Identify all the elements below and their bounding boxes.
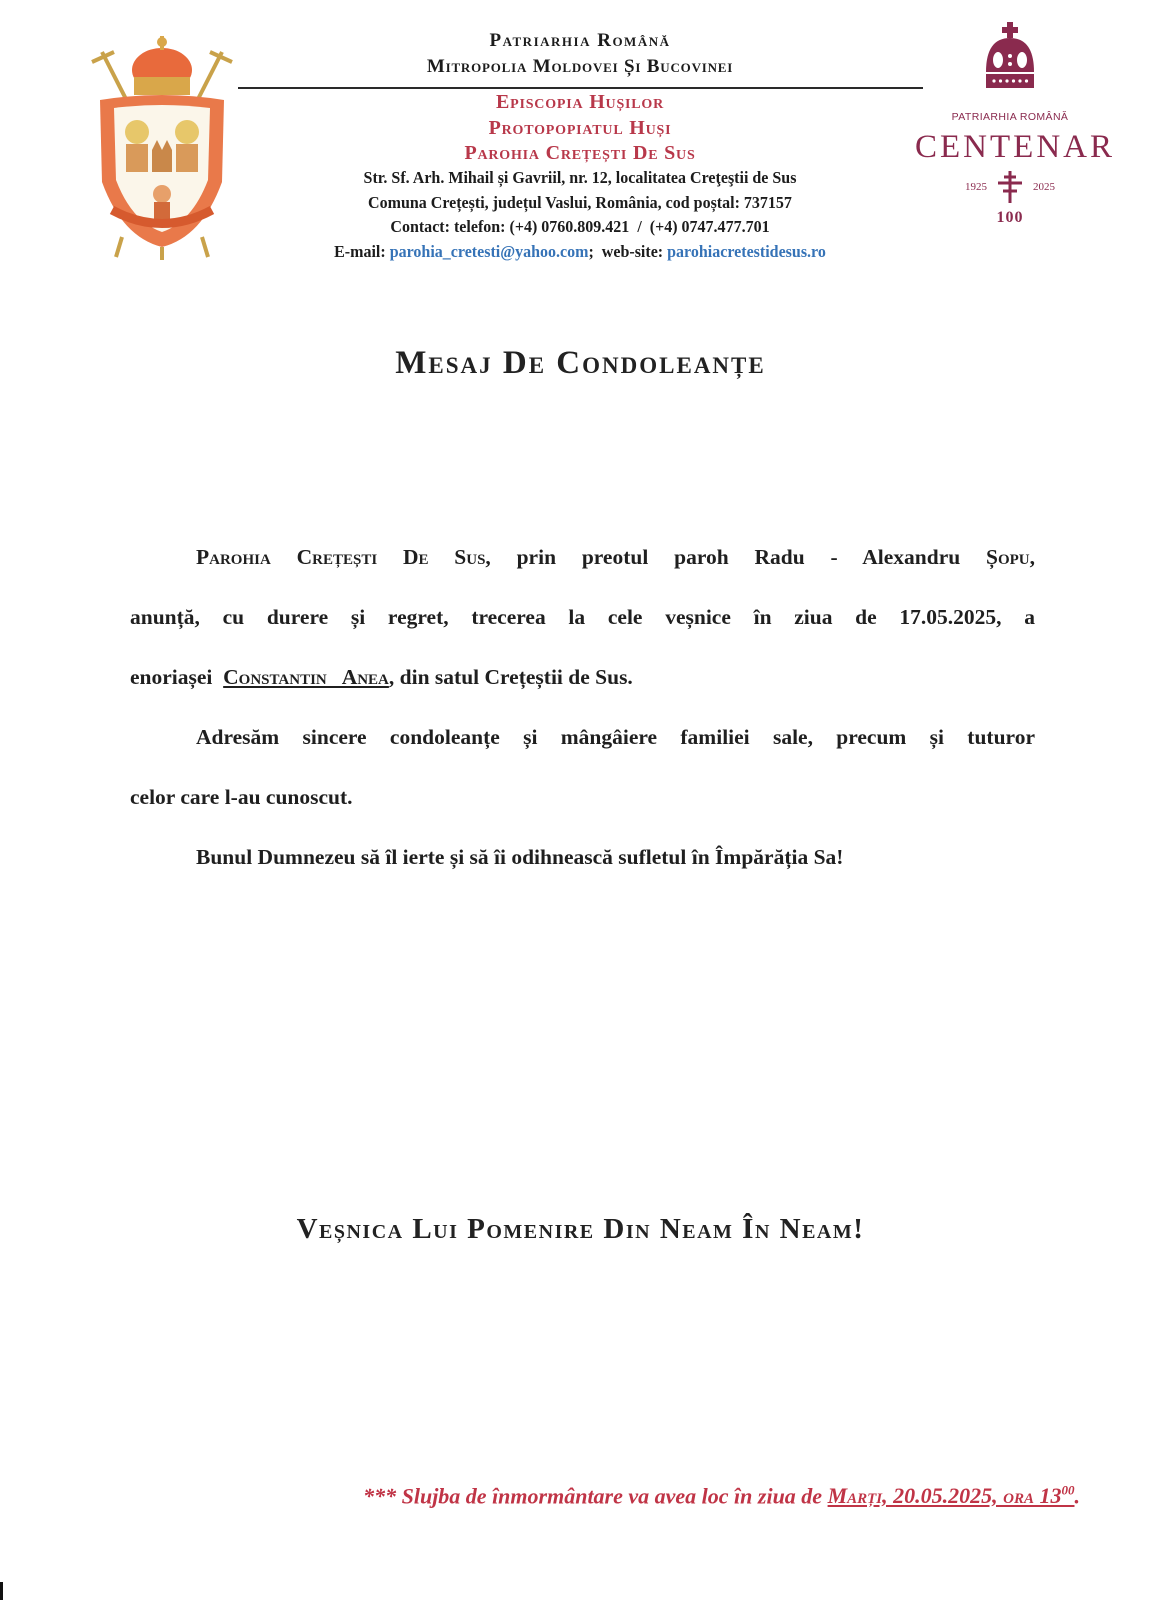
mitre-icon — [982, 22, 1038, 104]
header-patriarhia: Patriarhia Română — [489, 30, 671, 51]
centenar-logo — [915, 22, 1115, 227]
header-email-web: E-mail: parohia_cretesti@yahoo.com; web-site: parohiacretestidesus.ro — [334, 241, 826, 261]
centenar-year-end: 2025 — [1033, 181, 1055, 193]
body-text: Bunul Dumnezeu să îl ierte și să îi odihnească sufletul în Împărăția Sa! — [196, 845, 844, 869]
body-text: , prin preotul paroh Radu - Alexandru — [485, 545, 986, 569]
header-address-line2: Comuna Crețești, județul Vaslui, România, cod poștal: 737157 — [368, 192, 792, 212]
body-text: enoriașei — [130, 665, 218, 689]
cross-icon — [995, 169, 1025, 205]
priest-surname: Șopu — [986, 545, 1030, 569]
header-contact: Contact: telefon: (+4) 0760.809.421 / (+4) 0747.477.701 — [390, 217, 770, 236]
centenar-years — [915, 169, 1105, 205]
header-parohia: Parohia Crețești De Sus — [464, 142, 696, 164]
header-episcopia: Episcopia Hușilor — [495, 91, 665, 113]
deceased-name: Constantin Anea — [223, 665, 389, 689]
funeral-notice-prefix: *** Slujba de înmormântare va avea loc în ziua de — [363, 1483, 828, 1509]
centenar-number: 100 — [996, 209, 1024, 226]
header-mitropolia: Mitropolia Moldovei Și Bucovinei — [426, 56, 734, 77]
parohia-name: Parohia Crețești De Sus — [196, 545, 486, 569]
body-text: , — [1029, 545, 1035, 569]
funeral-notice-suffix: . — [1074, 1483, 1080, 1509]
funeral-time-superscript: 00 — [1061, 1483, 1075, 1498]
funeral-date — [828, 1483, 1075, 1508]
email-link[interactable]: parohia_cretesti@yahoo.com — [389, 241, 589, 261]
funeral-notice — [0, 1483, 1080, 1509]
body-line-5: celor care l-au cunoscut. — [130, 785, 353, 809]
header-red-block — [230, 90, 930, 167]
header-address-block — [241, 166, 920, 264]
centenar-title: CENTENAR — [915, 129, 1115, 165]
body-line-6 — [130, 842, 1035, 872]
body-line-4 — [130, 722, 1035, 752]
body-text: Adresăm sincere condoleanțe și mângâiere familiei sale, precum și tuturor — [196, 725, 1035, 749]
body-text: , din satul Crețeștii de Sus. — [388, 665, 633, 689]
website-label: web-site: — [601, 241, 664, 261]
email-label: E-mail: — [334, 241, 386, 261]
funeral-date-text: Marți, 20.05.2025, ora 13 — [827, 1483, 1062, 1509]
page-title: Mesaj De Condoleanțe — [395, 345, 766, 381]
header-address-line1: Str. Sf. Arh. Mihail și Gavriil, nr. 12, localitatea Creţeştii de Sus — [363, 168, 797, 187]
centenar-year-start: 1925 — [965, 181, 987, 193]
header-protopopiat: Protopopiatul Huși — [488, 116, 672, 139]
header-divider — [238, 87, 923, 89]
closing-message: Veșnica Lui Pomenire Din Neam În Neam! — [296, 1213, 865, 1245]
header-top — [230, 28, 930, 80]
centenar-patriarhia: PATRIARHIA ROMÂNĂ — [951, 111, 1069, 123]
body-line-3 — [130, 662, 1035, 692]
body-line-1 — [130, 542, 1035, 572]
scan-edge-mark — [0, 1582, 3, 1600]
episcopia-crest-logo — [82, 32, 242, 262]
website-link[interactable]: parohiacretestidesus.ro — [667, 241, 826, 261]
body-line-2: anunță, cu durere și regret, trecerea la cele veșnice în ziua de 17.05.2025, a — [130, 605, 1035, 629]
